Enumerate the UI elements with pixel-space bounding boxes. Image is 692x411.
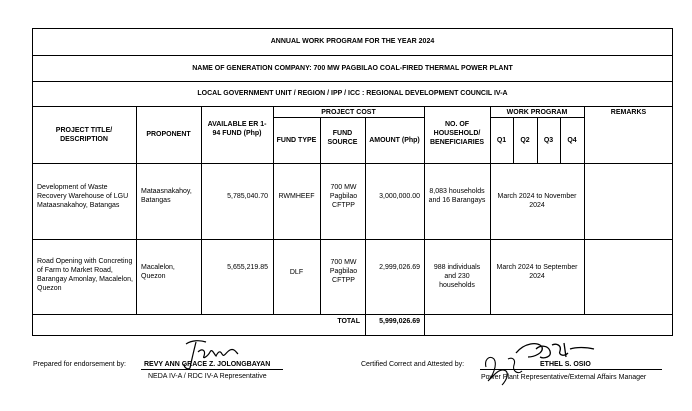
row1-households: 8,083 households and 16 Barangays bbox=[428, 188, 486, 204]
header-fund-source: FUND SOURCE bbox=[327, 130, 358, 146]
row1-fund-source: 700 MW Pagbilao CFTPP bbox=[329, 184, 358, 209]
rule bbox=[32, 239, 673, 240]
rule bbox=[273, 117, 424, 118]
header-q2: Q2 bbox=[520, 137, 530, 144]
header-households: NO. OF HOUSEHOLD/ BENEFICIARIES bbox=[429, 121, 485, 146]
rule bbox=[32, 81, 673, 82]
header-amount: AMOUNT (Php) bbox=[369, 137, 420, 144]
row1-proponent: Mataasnakahoy, Batangas bbox=[141, 188, 192, 204]
column-rule bbox=[320, 117, 321, 314]
prepared-signature bbox=[178, 338, 248, 372]
header-q1: Q1 bbox=[496, 137, 507, 144]
column-rule bbox=[365, 117, 366, 336]
company-row: NAME OF GENERATION COMPANY: 700 MW PAGBILAO COAL-FIRED THERMAL POWER PLANT bbox=[192, 65, 513, 72]
header-available: AVAILABLE ER 1-94 FUND (Php) bbox=[207, 121, 267, 137]
row2-fund-source: 700 MW Pagbilao CFTPP bbox=[329, 259, 358, 284]
rule bbox=[32, 163, 673, 164]
row2-proponent: Macalelon, Quezon bbox=[141, 264, 175, 280]
certified-label: Certified Correct and Attested by: bbox=[361, 361, 465, 368]
row1-title: Development of Waste Recovery Warehouse of LGU Mataasnakahoy, Batangas bbox=[37, 184, 129, 209]
row2-title: Road Opening with Concreting of Farm to Market Road, Barangay Amonlay, Macalelon, Quezon bbox=[37, 258, 133, 292]
header-work-program: WORK PROGRAM bbox=[506, 109, 568, 116]
certified-signature bbox=[478, 337, 598, 395]
header-proponent: PROPONENT bbox=[146, 131, 191, 138]
header-q4: Q4 bbox=[567, 137, 577, 144]
row1-schedule: March 2024 to November 2024 bbox=[497, 193, 577, 209]
row2-households: 988 individuals and 230 households bbox=[433, 264, 481, 289]
row2-available: 5,655,219.85 bbox=[227, 264, 268, 271]
prepared-name: REVY ANN GRACE Z. JOLONGBAYAN bbox=[144, 361, 271, 368]
row2-fund-type: DLF bbox=[289, 269, 304, 276]
row1-amount: 3,000,000.00 bbox=[379, 193, 420, 200]
certified-role: Power Plant Representative/External Affairs Manager bbox=[481, 374, 647, 381]
header-project-title: PROJECT TITLE/ DESCRIPTION bbox=[55, 127, 113, 143]
total-label: TOTAL bbox=[337, 318, 360, 325]
column-rule bbox=[201, 106, 202, 314]
row2-amount: 2,999,026.69 bbox=[379, 264, 420, 271]
lgu-row: LOCAL GOVERNMENT UNIT / REGION / IPP / ICC : REGIONAL DEVELOPMENT COUNCIL IV-A bbox=[197, 90, 508, 97]
certified-name: ETHEL S. OSIO bbox=[540, 361, 591, 368]
title-row: ANNUAL WORK PROGRAM FOR THE YEAR 2024 bbox=[270, 38, 435, 45]
rule bbox=[32, 55, 673, 56]
column-rule bbox=[584, 106, 585, 314]
header-fund-type: FUND TYPE bbox=[276, 137, 317, 144]
total-value: 5,999,026.69 bbox=[379, 318, 420, 325]
prepared-role: NEDA IV-A / RDC IV-A Representative bbox=[148, 373, 267, 380]
row1-available: 5,785,040.70 bbox=[227, 193, 268, 200]
rule bbox=[32, 314, 673, 315]
column-rule bbox=[424, 106, 425, 336]
header-remarks: REMARKS bbox=[610, 109, 647, 116]
row2-schedule: March 2024 to September 2024 bbox=[496, 264, 578, 280]
row1-fund-type: RWMHEEF bbox=[278, 193, 315, 200]
header-q3: Q3 bbox=[543, 137, 554, 144]
header-project-cost: PROJECT COST bbox=[321, 109, 376, 116]
rule bbox=[32, 106, 673, 107]
prepared-label: Prepared for endorsement by: bbox=[33, 361, 126, 368]
